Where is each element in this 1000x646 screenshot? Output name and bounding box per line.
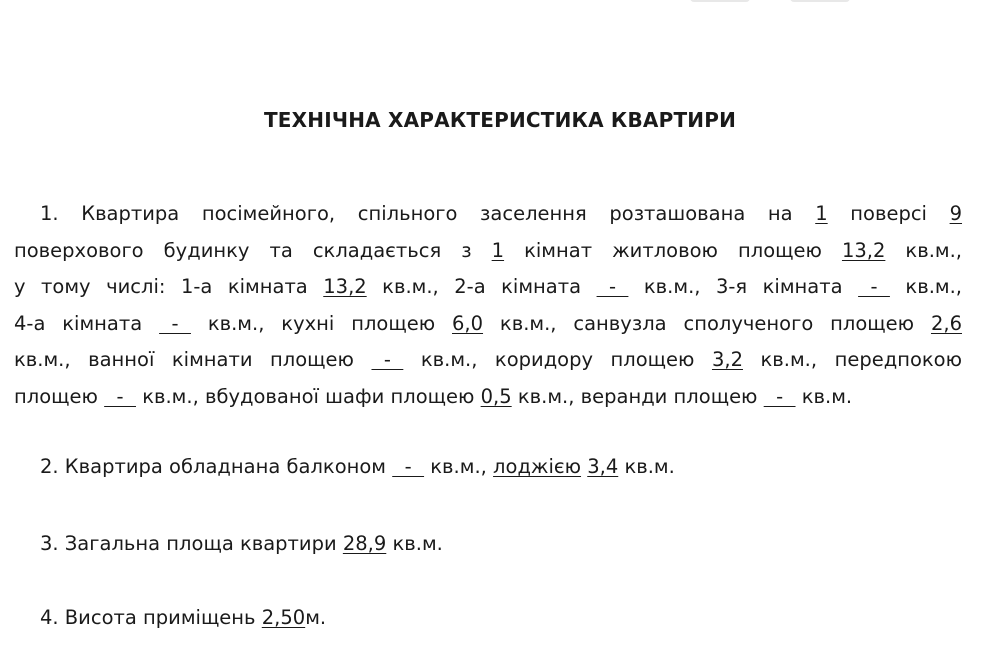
text: кв.м., кухні площею bbox=[207, 311, 436, 335]
text: кв.м., 2-а кімната bbox=[382, 275, 582, 299]
room3-value: - bbox=[858, 275, 890, 299]
text: м. bbox=[305, 606, 327, 629]
text: кв.м., веранди площею bbox=[517, 384, 758, 408]
paragraph-4 bbox=[40, 606, 326, 629]
room2-value: - bbox=[596, 275, 629, 299]
paragraph-1 bbox=[14, 196, 962, 416]
paragraph-1-line-3 bbox=[14, 269, 962, 306]
text: кімнат житловою площею bbox=[524, 238, 822, 262]
rooms-value: 1 bbox=[491, 238, 505, 262]
loggia-value: 3,4 bbox=[587, 455, 619, 478]
text: кв.м. bbox=[624, 455, 675, 478]
text: 4. Висота приміщень bbox=[40, 606, 256, 629]
text: кв.м., bbox=[905, 238, 962, 262]
paragraph-1-line-4 bbox=[14, 306, 962, 343]
text: кв.м., передпокою bbox=[760, 348, 962, 372]
bathroom-value: - bbox=[371, 348, 404, 372]
scan-artifact bbox=[690, 0, 750, 2]
text: 4-а кімната bbox=[14, 311, 143, 335]
text: у тому числі: 1-а кімната bbox=[14, 275, 308, 299]
text: кв.м., bbox=[905, 275, 962, 299]
bathroom-combined-value: 2,6 bbox=[930, 311, 962, 335]
paragraph-3 bbox=[40, 532, 443, 555]
text: кв.м. bbox=[392, 532, 443, 555]
text: 2. Квартира обладнана балконом bbox=[40, 455, 387, 478]
paragraph-1-line-1 bbox=[14, 196, 962, 233]
text: кв.м., 3-я кімната bbox=[643, 275, 843, 299]
text: поверхового будинку та складається з bbox=[14, 238, 472, 262]
text: кв.м., вбудованої шафи площею bbox=[142, 384, 475, 408]
paragraph-1-line-6 bbox=[14, 379, 962, 416]
room1-value: 13,2 bbox=[323, 275, 367, 299]
hallway-value: - bbox=[104, 384, 136, 408]
text: поверсі bbox=[850, 202, 927, 225]
text: кв.м., bbox=[430, 455, 487, 478]
loggia-label: лоджією bbox=[493, 455, 582, 478]
text: 1. Квартира посімейного, спільного заселення розташована на bbox=[40, 202, 793, 225]
paragraph-1-line-2 bbox=[14, 233, 962, 270]
wardrobe-value: 0,5 bbox=[480, 384, 512, 408]
veranda-value: - bbox=[763, 384, 796, 408]
kitchen-value: 6,0 bbox=[452, 311, 484, 335]
floor-value: 1 bbox=[815, 202, 828, 225]
paragraph-1-line-5 bbox=[14, 342, 962, 379]
floors-total-value: 9 bbox=[949, 202, 963, 225]
text: кв.м. bbox=[801, 384, 853, 408]
document-title: ТЕХНІЧНА ХАРАКТЕРИСТИКА КВАРТИРИ bbox=[263, 108, 737, 132]
text: 3. Загальна площа квартири bbox=[40, 532, 337, 555]
text: кв.м., санвузла сполученого площею bbox=[499, 311, 915, 335]
height-value: 2,50 bbox=[261, 606, 306, 629]
paragraph-2 bbox=[40, 455, 675, 478]
room4-value: - bbox=[159, 311, 191, 335]
total-area-value: 28,9 bbox=[342, 532, 387, 555]
balcony-value: - bbox=[392, 455, 425, 478]
corridor-value: 3,2 bbox=[711, 348, 743, 372]
scan-artifact bbox=[790, 0, 850, 2]
text: кв.м., ванної кімнати площею bbox=[14, 348, 354, 372]
living-area-value: 13,2 bbox=[841, 238, 886, 262]
text: кв.м., коридору площею bbox=[420, 348, 695, 372]
text: площею bbox=[14, 384, 98, 408]
